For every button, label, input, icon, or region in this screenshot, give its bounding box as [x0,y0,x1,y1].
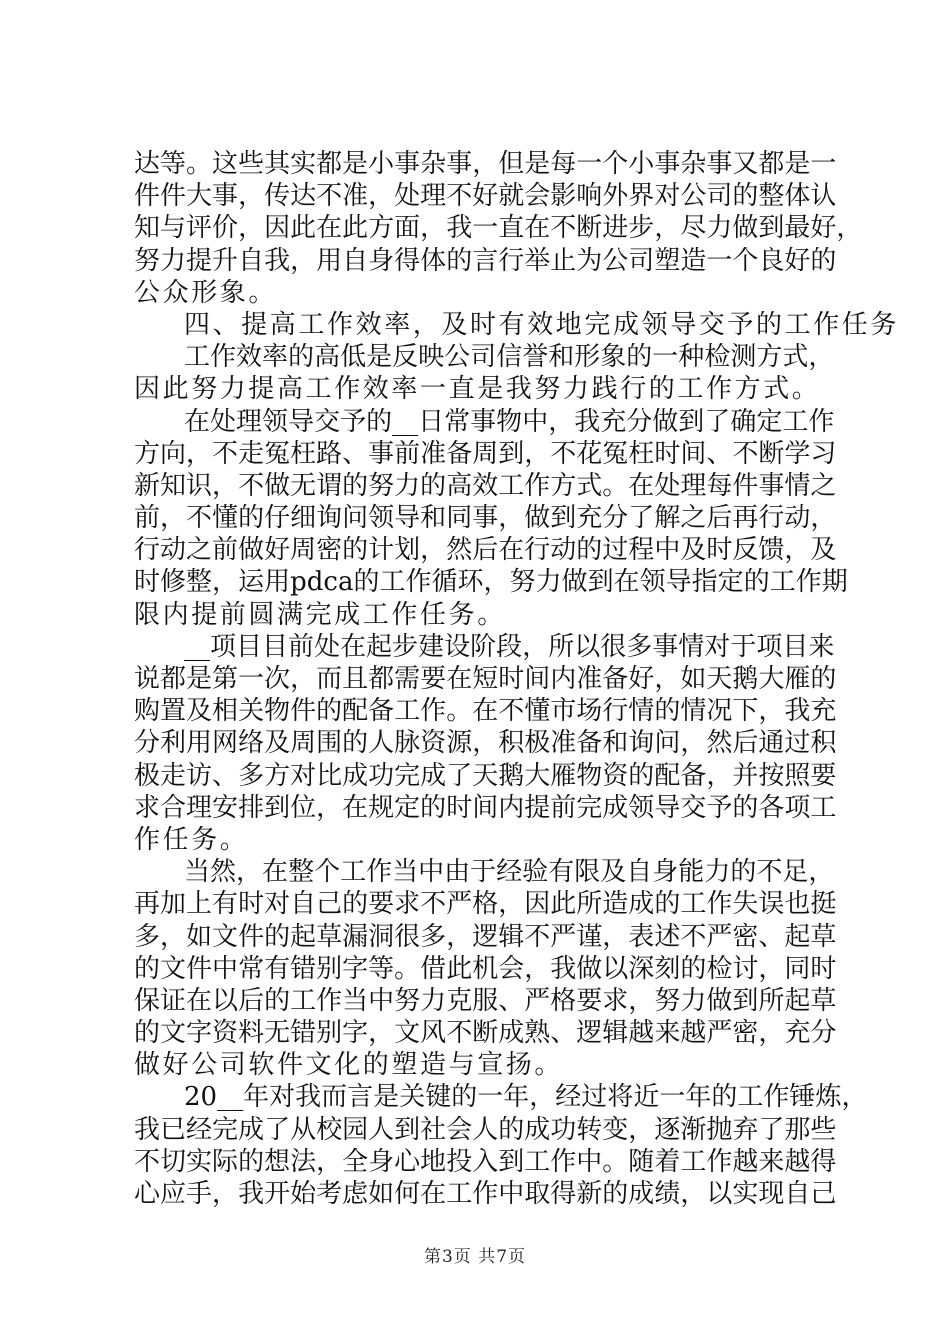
text-line: 20__ 年 对 我 而 言 是 关 键 的 一 年 ， 经 过 将 近 一 年 的 工 作 锤 炼 ， [184,1082,868,1113]
text-line: 达 等 。 这 些 其 实 都 是 小 事 杂 事 ， 但 是 每 一 个 小 事 杂 事 又 都 是 一 [134,149,837,179]
text-line: 不 切 实 际 的 想 法 ， 全 身 心 地 投 入 到 工 作 中 。 随 着 工 作 越 来 越 得 [134,1146,837,1177]
document-body [134,148,900,1210]
text-line: 说 都 是 第 一 次 ， 而 且 都 需 要 在 短 时 间 内 准 备 好 ， 如 天 鹅 大 雁 的 [134,664,837,694]
text-line: 当 然 ， 在 整 个 工 作 当 中 由 于 经 验 有 限 及 自 身 能 力 的 不 足 ， [184,857,835,888]
text-line: 知 与 评 价 ， 因 此 在 此 方 面 ， 我 一 直 在 不 断 进 步 ， 尽 力 做 到 最 好 ， [134,213,863,244]
text-line: 求 合 理 安 排 到 位 ， 在 规 定 的 时 间 内 提 前 完 成 领 导 交 予 的 各 项 工 [134,792,837,823]
text-line: 保 证 在 以 后 的 工 作 当 中 努 力 克 服 、 严 格 要 求 ， 努 力 做 到 所 起 草 [134,985,837,1016]
text-line: 我 已 经 完 成 了 从 校 园 人 到 社 会 人 的 成 功 转 变 ， 逐 渐 抛 弃 了 那 些 [134,1114,837,1145]
text-line: 限内提前圆满完成工作任务。 [134,599,506,630]
text-line: 的 文 件 中 常 有 错 别 字 等 。 借 此 机 会 ， 我 做 以 深 刻 的 检 讨 ， 同 时 [134,953,837,984]
text-line: 新 知 识 ， 不 做 无 谓 的 努 力 的 高 效 工 作 方 式 。 在 处 理 每 件 事 情 之 [134,470,837,501]
text-line: 在 处 理 领 导 交 予 的 __ 日 常 事 物 中 ， 我 充 分 做 到 了 确 定 工 作 [184,406,835,437]
text-line: 件 件 大 事 ， 传 达 不 准 ， 处 理 不 好 就 会 影 响 外 界 对 公 司 的 整 体 认 [134,181,837,212]
text-line: 前 ， 不 懂 的 仔 细 询 问 领 导 和 同 事 ， 做 到 充 分 了 解 之 后 再 行 动 ， [134,503,837,534]
text-line: __ 项 目 目 前 处 在 起 步 建 设 阶 段 ， 所 以 很 多 事 情 对 于 项 目 来 [184,631,835,662]
text-line: 再 加 上 有 时 对 自 己 的 要 求 不 严 格 ， 因 此 所 造 成 的 工 作 失 误 也 挺 [134,889,837,920]
text-line: 四、提高工作效率，及时有效地完成领导交予的工作任务 [184,309,900,340]
page-footer: 第3页 共7页 [423,1247,527,1267]
text-line: 心 应 手 ， 我 开 始 考 虑 如 何 在 工 作 中 取 得 新 的 成 绩 ， 以 实 现 自 己 [134,1179,837,1209]
text-line: 公众形象。 [134,277,278,308]
text-line: 购 置 及 相 关 物 件 的 配 备 工 作 。 在 不 懂 市 场 行 情 的 情 况 下 ， 我 充 [134,696,837,727]
text-line: 极 走 访 、 多 方 对 比 成 功 完 成 了 天 鹅 大 雁 物 资 的 配 备 ， 并 按 照 要 [134,760,837,791]
text-line: 分 利 用 网 络 及 周 围 的 人 脉 资 源 ， 积 极 准 备 和 询 问 ， 然 后 通 过 积 [134,728,837,759]
text-line: 的 文 字 资 料 无 错 别 字 ， 文 风 不 断 成 熟 、 逻 辑 越 来 越 严 密 ， 充 分 [134,1018,837,1049]
text-line: 工 作 效 率 的 高 低 是 反 映 公 司 信 誉 和 形 象 的 一 种 检 测 方 式 ， [184,342,835,373]
text-line: 因此努力提高工作效率一直是我努力践行的工作方式。 [134,374,821,405]
text-line: 努 力 提 升 自 我 ， 用 自 身 得 体 的 言 行 举 止 为 公 司 塑 造 一 个 良 好 的 [134,245,837,276]
text-line: 多 ， 如 文 件 的 起 草 漏 洞 很 多 ， 逻 辑 不 严 谨 ， 表 述 不 严 密 、 起 草 [134,921,837,952]
text-line: 方 向 ， 不 走 冤 枉 路 、 事 前 准 备 周 到 ， 不 花 冤 枉 时 间 、 不 断 学 习 [134,438,837,469]
text-line: 做好公司软件文化的塑造与宣扬。 [134,1050,564,1081]
text-line: 作任务。 [134,824,249,855]
text-line: 行 动 之 前 做 好 周 密 的 计 划 ， 然 后 在 行 动 的 过 程 中 及 时 反 馈 ， 及 [134,535,837,566]
text-line: 时 修 整 ， 运 用 pdca 的 工 作 循 环 ， 努 力 做 到 在 领 导 指 定 的 工 作 期 [134,567,848,598]
